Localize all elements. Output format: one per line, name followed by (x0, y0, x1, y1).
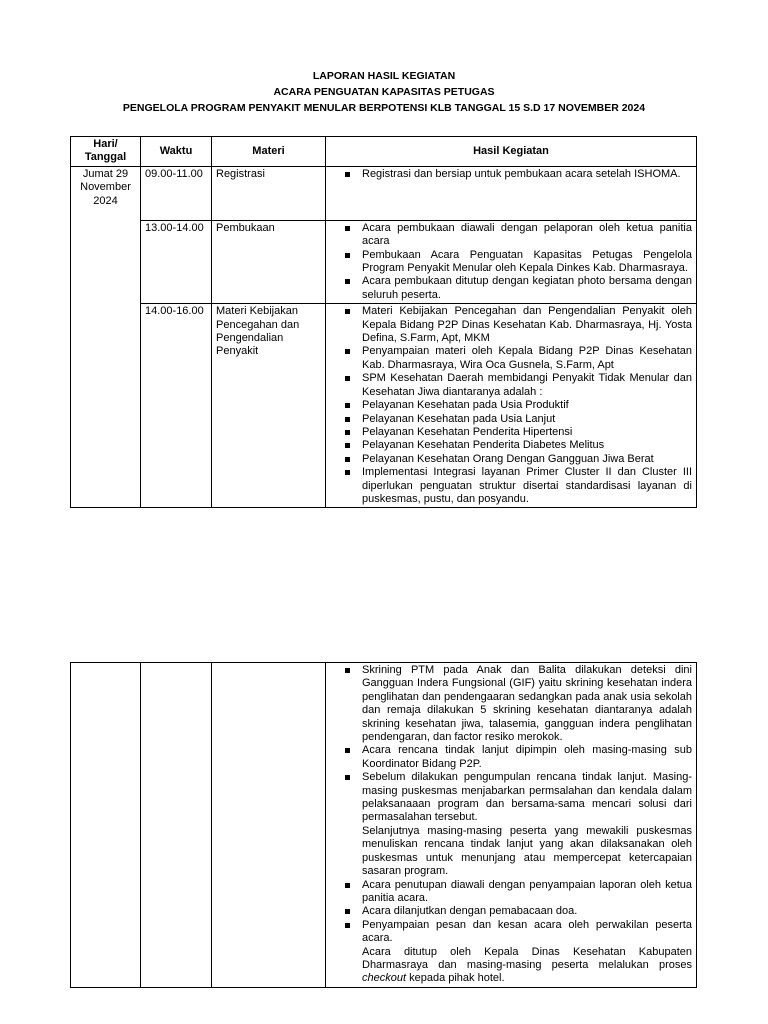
list-item: Pelayanan Kesehatan Orang Dengan Gangguan Jiwa Berat (344, 453, 692, 466)
table-row (71, 304, 697, 508)
list-item: Sebelum dilakukan pengumpulan rencana tindak lanjut. Masing-masing puskesmas menjabarkan permsalahan dan kendala dalam pelaksanaaan program dan bersama-sama mencari solusi dari permasalahan tersebut. (344, 771, 692, 825)
closing-text: Acara ditutup oleh Kepala Dinas Kesehatan Kabupaten Dharmasraya dan masing-masing peserta melalukan proses (362, 945, 692, 971)
report-heading (0, 68, 768, 116)
material-cell (212, 663, 326, 988)
list-item: Pelayanan Kesehatan Penderita Hipertensi (344, 426, 692, 439)
table-row (71, 220, 697, 303)
list-item: Acara penutupan diawali dengan penyampaian laporan oleh ketua panitia acara. (344, 879, 692, 906)
result-list (330, 222, 692, 302)
list-item: Penyampaian pesan dan kesan acara oleh perwakilan peserta acara. (344, 919, 692, 946)
list-item: Acara pembukaan diawali dengan pelaporan oleh ketua panitia acara (344, 222, 692, 249)
list-item: Skrining PTM pada Anak dan Balita dilakukan deteksi dini Gangguan Indera Fungsional (GIF) yaitu skrining kesehatan indera penglihatan dan pendengaaran sedangkan pada anak usia sekolah dan remaja dilakukan 5 skrining kesehatan diantaranya adalah skrining kesehatan jiwa, talasemia, gangguan indera penglihatan pendengaran, dan factor resiko merokok. (344, 664, 692, 744)
report-title: LAPORAN HASIL KEGIATAN (312, 70, 456, 82)
result-cell (326, 663, 697, 988)
material-cell: Pembukaan (212, 220, 326, 303)
event-subtitle: PENGELOLA PROGRAM PENYAKIT MENULAR BERPOTENSI KLB TANGGAL 15 S.D 17 NOVEMBER 2024 (122, 102, 646, 114)
time-cell (141, 663, 212, 988)
result-cell (326, 166, 697, 220)
result-cell (326, 304, 697, 508)
result-list (330, 168, 692, 181)
list-item: SPM Kesehatan Daerah membidangi Penyakit Tidak Menular dan Kesehatan Jiwa diantaranya adalah : (344, 372, 692, 399)
list-item: Materi Kebijakan Pencegahan dan Pengendalian Penyakit oleh Kepala Bidang P2P Dinas Kesehatan Kab. Dharmasraya, Hj. Yosta Defina, S.Farm, Apt, MKM (344, 305, 692, 345)
table-header-row (71, 137, 697, 167)
header-material: Materi (212, 137, 326, 167)
result-list (330, 664, 692, 986)
material-cell: Registrasi (212, 166, 326, 220)
closing-text-end: kepada pihak hotel. (409, 972, 505, 985)
time-cell: 14.00-16.00 (141, 304, 212, 508)
day-cell: Jumat 29 November 2024 (71, 166, 141, 508)
list-item: Acara pembukaan ditutup dengan kegiatan photo bersama dengan seluruh peserta. (344, 275, 692, 302)
table-row (71, 166, 697, 220)
list-item: Acara rencana tindak lanjut dipimpin oleh masing-masing sub Koordinator Bidang P2P. (344, 744, 692, 771)
list-item: Implementasi Integrasi layanan Primer Cluster II dan Cluster III diperlukan penguatan struktur disertai standardisasi layanan di puskesmas, pustu, dan posyandu. (344, 466, 692, 506)
result-cell (326, 220, 697, 303)
list-item: Pembukaan Acara Penguatan Kapasitas Petugas Pengelola Program Penyakit Menular oleh Kepala Dinkes Kab. Dharmasraya. (344, 249, 692, 276)
time-cell: 13.00-14.00 (141, 220, 212, 303)
list-item: Pelayanan Kesehatan pada Usia Lanjut (344, 413, 692, 426)
list-item: Pelayanan Kesehatan Penderita Diabetes Melitus (344, 439, 692, 452)
closing-italic-word: checkout (362, 972, 407, 985)
activity-table-continued (70, 662, 697, 988)
event-name: ACARA PENGUATAN KAPASITAS PETUGAS (273, 86, 495, 98)
material-cell: Materi Kebijakan Pencegahan dan Pengendalian Penyakit (212, 304, 326, 508)
list-item: Registrasi dan bersiap untuk pembukaan acara setelah ISHOMA. (344, 168, 692, 181)
time-cell: 09.00-11.00 (141, 166, 212, 220)
table-row (71, 663, 697, 988)
header-result: Hasil Kegiatan (326, 137, 697, 167)
list-item: Pelayanan Kesehatan pada Usia Produktif (344, 399, 692, 412)
list-item: Acara dilanjutkan dengan pemabacaan doa. (344, 905, 692, 918)
result-list (330, 305, 692, 506)
closing-paragraph (344, 946, 692, 986)
day-cell (71, 663, 141, 988)
header-time: Waktu (141, 137, 212, 167)
activity-table (70, 136, 697, 508)
list-item: Penyampaian materi oleh Kepala Bidang P2P Dinas Kesehatan Kab. Dharmasraya, Wira Oca Gusnela, S.Farm, Apt (344, 345, 692, 372)
list-paragraph: Selanjutnya masing-masing peserta yang mewakili puskesmas menuliskan rencana tindak lanjut yang akan dilaksanakan oleh puskesmas untuk menunjang atau mempercepat ketercapaian sasaran program. (362, 824, 692, 878)
header-day: Hari/ Tanggal (71, 137, 141, 167)
